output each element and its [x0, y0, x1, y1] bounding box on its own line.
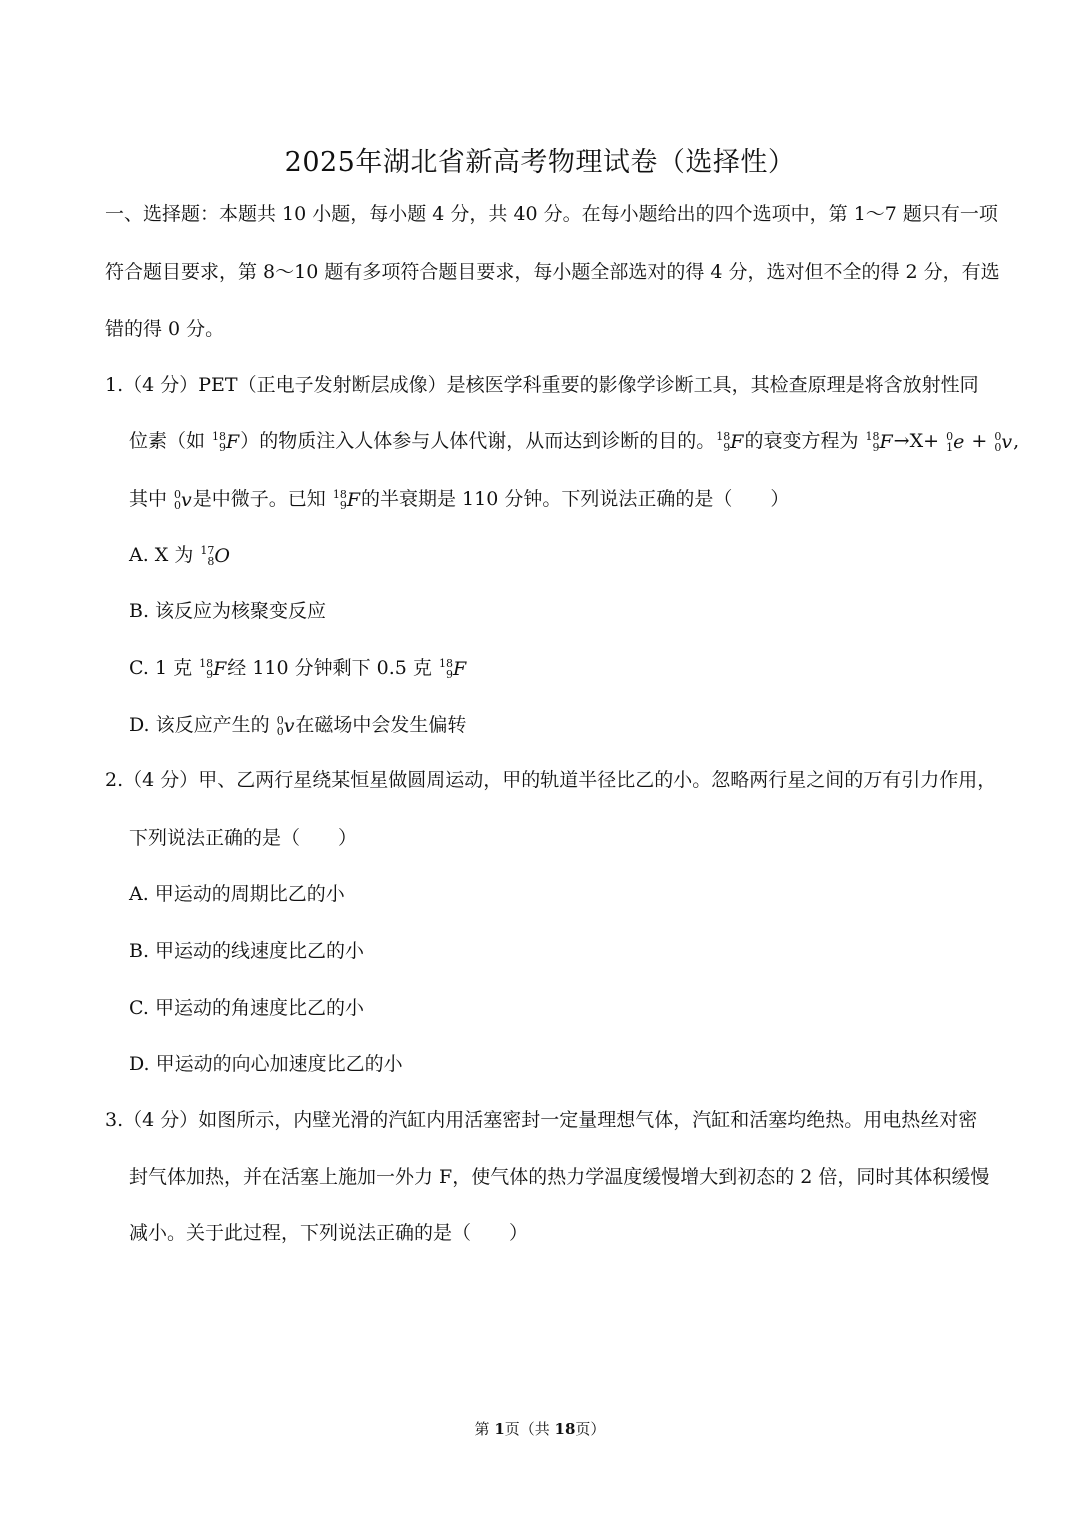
- q2-option-b: B. 甲运动的线速度比乙的小: [129, 940, 365, 962]
- q2-stem-line2: 下列说法正确的是（ ）: [129, 827, 358, 849]
- nuclide-f18: 18 9 F: [716, 430, 744, 454]
- nuclide-f18: 18 9 F: [199, 657, 227, 681]
- q1-option-c: C. 1 克 18 9 F 经 110 分钟剩下 0.5 克 18 9 F: [129, 657, 467, 681]
- q3-stem-line1: 3.（4 分）如图所示，内壁光滑的汽缸内用活塞密封一定量理想气体，汽缸和活塞均绝热。用电热丝对密: [105, 1109, 978, 1131]
- page-footer: 第 1页（共 18页）: [474, 1420, 606, 1438]
- q1-stem-line1: 1.（4 分）PET（正电子发射断层成像）是核医学科重要的影像学诊断工具，其检查原理是将含放射性同: [105, 374, 979, 396]
- nuclide-neutrino: 0 0 v: [174, 488, 192, 512]
- q2-option-a: A. 甲运动的周期比乙的小: [129, 883, 345, 905]
- section-instructions-line2: 符合题目要求，第 8～10 题有多项符合题目要求，每小题全部选对的得 4 分，选对但不全的得 2 分，有选: [105, 261, 1000, 283]
- q1-stem-line3: 其中 0 0 v 是中微子。已知 18 9 F 的半衰期是 110 分钟。下列说法正确的是（ ）: [129, 488, 790, 512]
- q1-option-a: A. X 为 17 8 O: [129, 544, 230, 568]
- q3-stem-line2: 封气体加热，并在活塞上施加一外力 F，使气体的热力学温度缓慢增大到初态的 2 倍，同时其体积缓慢: [129, 1166, 990, 1188]
- nuclide-f18: 18 9 F: [212, 430, 240, 454]
- q1-option-d: D. 该反应产生的 0 0 v 在磁场中会发生偏转: [129, 714, 467, 738]
- nuclide-positron: 0 1 e: [946, 430, 965, 454]
- nuclide-o17: 17 8 O: [200, 544, 230, 568]
- nuclide-neutrino: 0 0 v: [994, 430, 1013, 454]
- q2-stem-line1: 2.（4 分）甲、乙两行星绕某恒星做圆周运动，甲的轨道半径比乙的小。忽略两行星之间的万有引力作用，: [105, 769, 997, 791]
- total-page-count: 18: [554, 1420, 576, 1438]
- page-title: 2025年湖北省新高考物理试卷（选择性）: [284, 147, 796, 178]
- nuclide-f18: 18 9 F: [332, 488, 361, 512]
- section-instructions-line3: 错的得 0 分。: [105, 318, 225, 340]
- section-instructions-line1: 一、选择题：本题共 10 小题，每小题 4 分，共 40 分。在每小题给出的四个选项中，第 1～7 题只有一项: [105, 203, 998, 225]
- nuclide-neutrino: 0 0 v: [276, 714, 295, 738]
- q2-option-c: C. 甲运动的角速度比乙的小: [129, 997, 364, 1019]
- q1-option-b: B. 该反应为核聚变反应: [129, 600, 327, 622]
- q2-option-d: D. 甲运动的向心加速度比乙的小: [129, 1053, 403, 1075]
- nuclide-f18: 18 9 F: [438, 657, 467, 681]
- q3-stem-line3: 减小。关于此过程，下列说法正确的是（ ）: [129, 1222, 529, 1244]
- current-page-number: 1: [494, 1420, 505, 1438]
- q1-stem-line2: 位素（如 18 9 F ）的物质注入人体参与人体代谢，从而达到诊断的目的。 18 9 F 的衰变方程为 18 9 F →X+ 0 1 e + 0 0 v ,: [129, 430, 1020, 454]
- nuclide-f18: 18 9 F: [865, 430, 893, 454]
